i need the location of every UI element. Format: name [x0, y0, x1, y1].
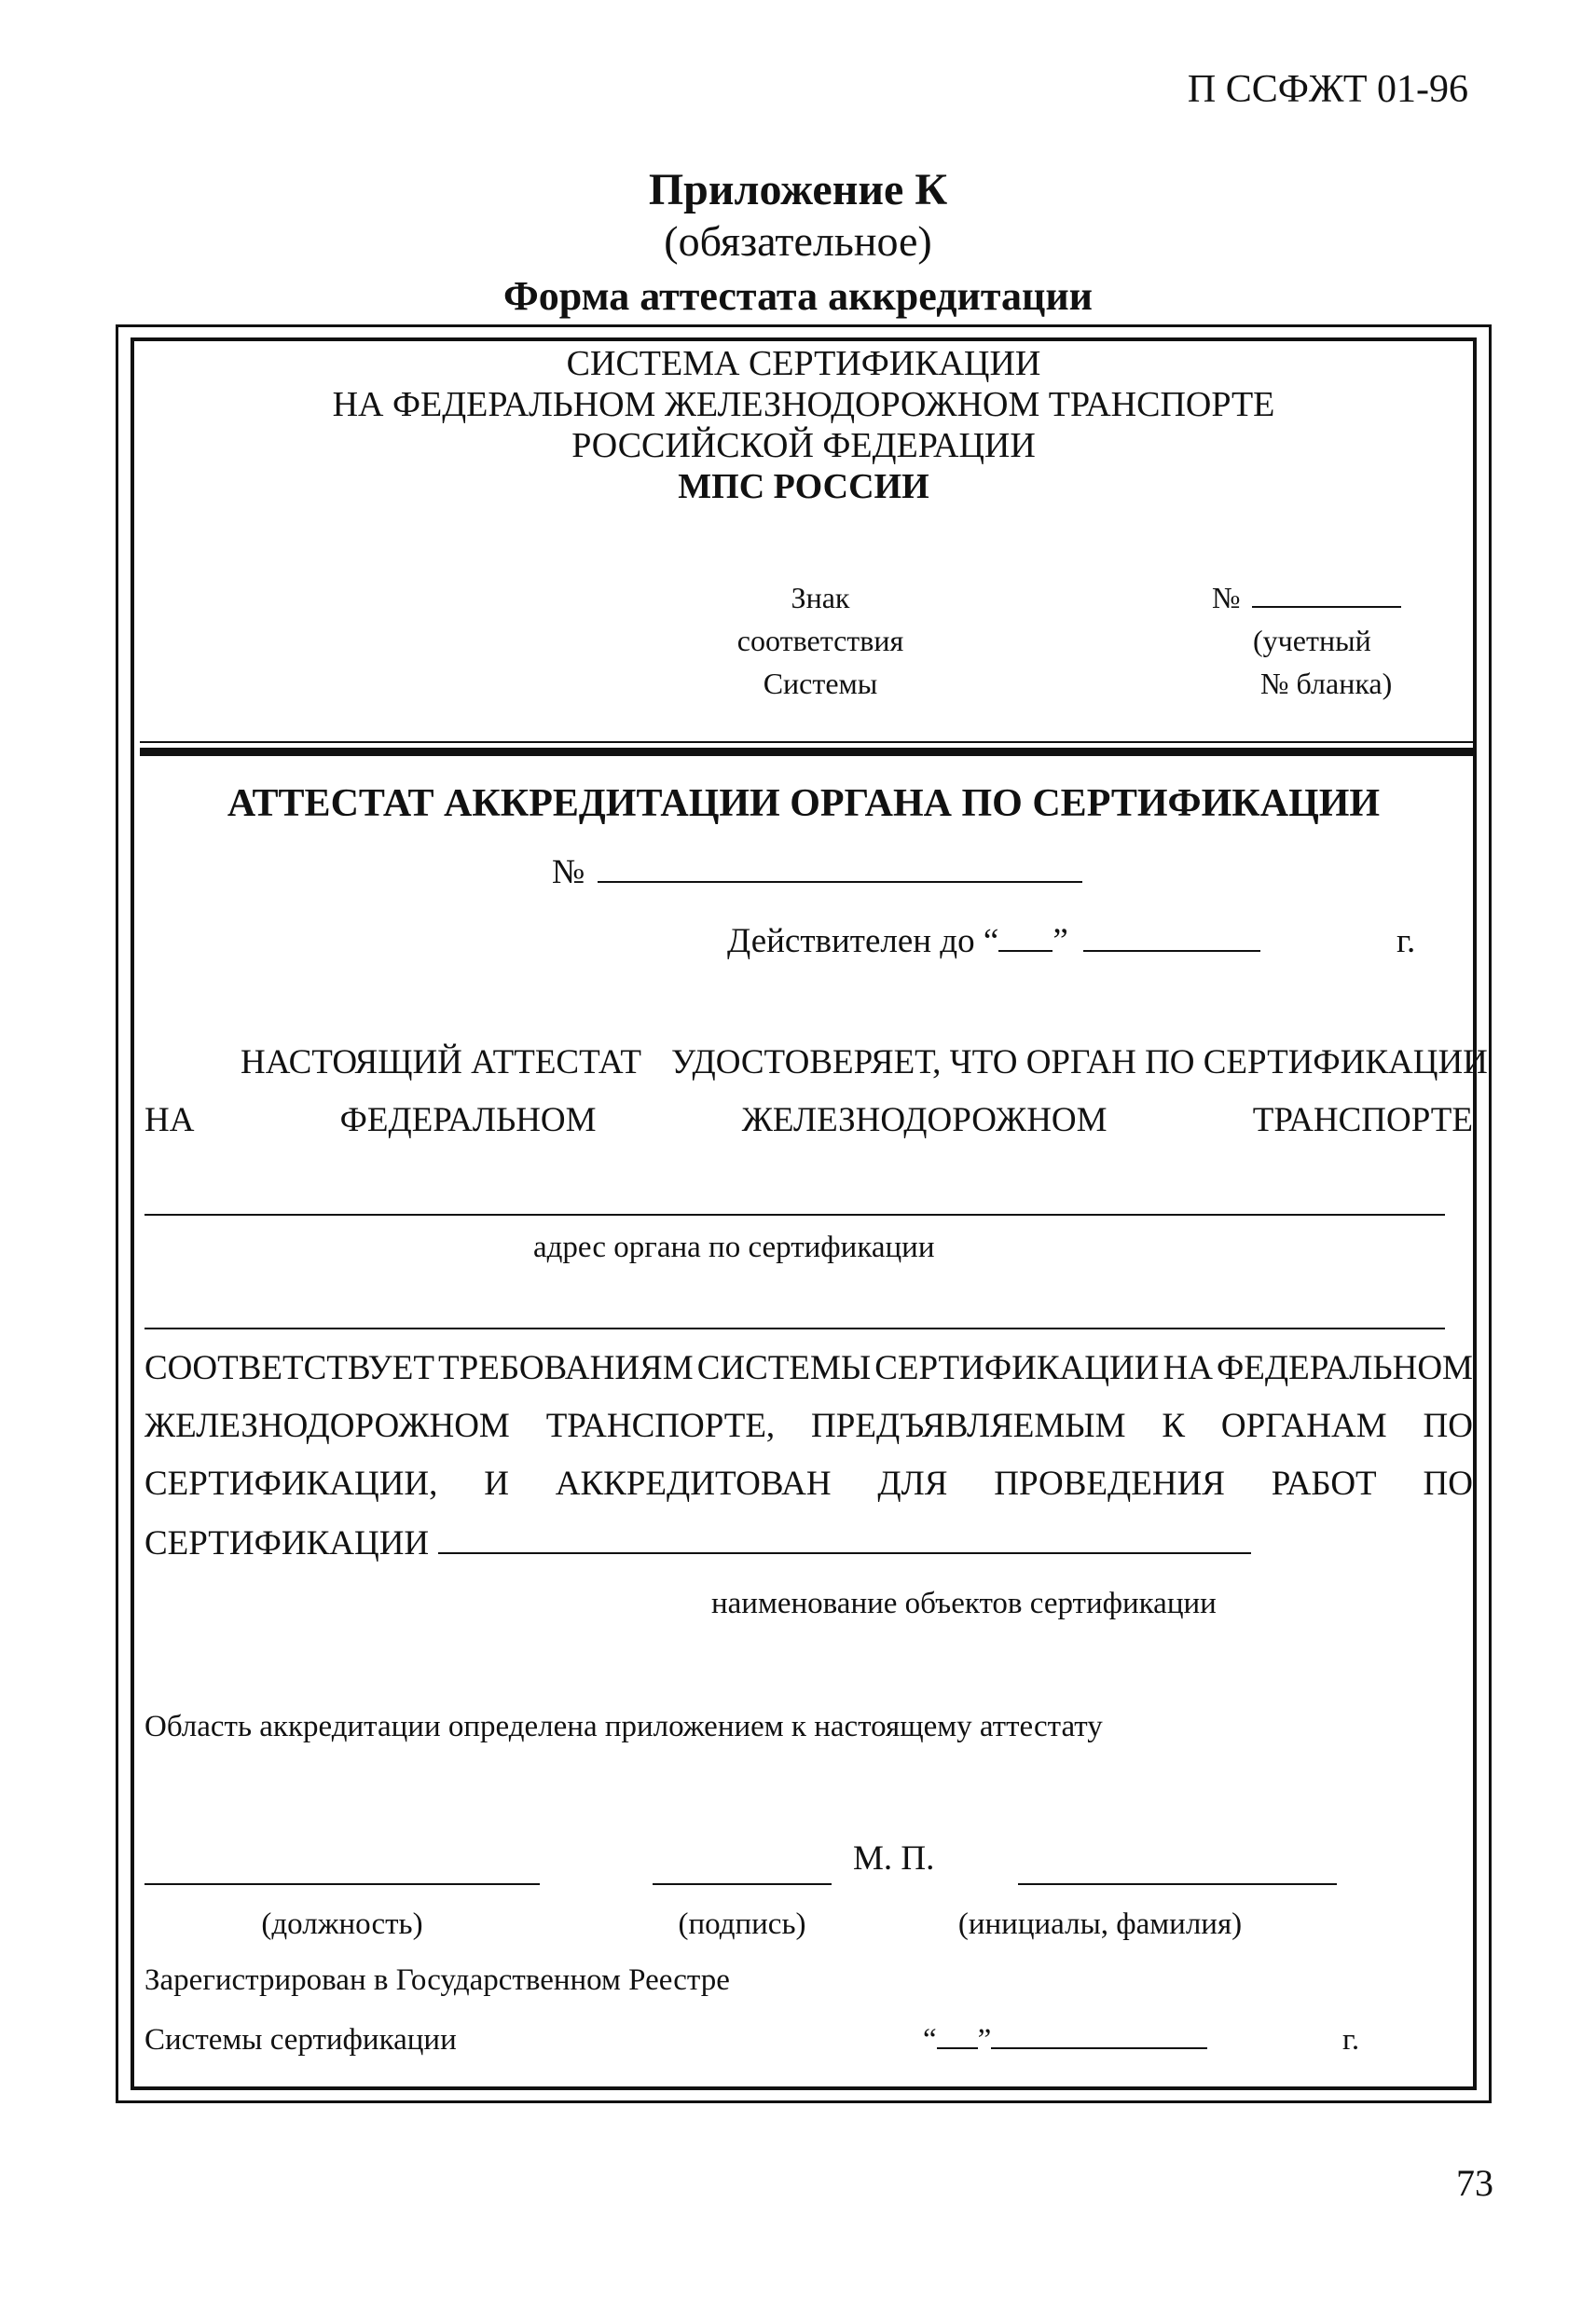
para2-word: ДЛЯ [877, 1465, 948, 1503]
stamp-place: М. П. [853, 1839, 935, 1878]
para2-word: ТРАНСПОРТЕ, [545, 1407, 776, 1445]
para2-word: ОРГАНАМ [1220, 1407, 1387, 1445]
valid-month-field[interactable] [1083, 950, 1260, 952]
address-caption: адрес органа по сертификации [533, 1231, 935, 1264]
para2-word: ПРОВЕДЕНИЯ [994, 1465, 1225, 1503]
scope-text: Область аккредитации определена приложением к настоящему аттестату [144, 1710, 1103, 1743]
para2-word: ФЕДЕРАЛЬНОМ [1217, 1349, 1473, 1387]
para2-line2 [144, 1406, 1473, 1446]
para2-word: И [484, 1465, 509, 1503]
para2-word: НА [1163, 1349, 1213, 1387]
certificate-number-sign: № [552, 853, 585, 891]
registry-date [923, 2023, 1207, 2058]
divider-thin [140, 741, 1473, 743]
blank-number-caption2: № бланка) [1260, 667, 1393, 700]
address-field-line2[interactable] [144, 1328, 1445, 1329]
para2-word: СЕРТИФИКАЦИИ [874, 1349, 1160, 1387]
para2-line4 [144, 1523, 1251, 1563]
form-title: Форма аттестата аккредитации [502, 273, 1094, 319]
conformity-mark-caption [690, 576, 951, 705]
mark-line1: Знак [791, 581, 850, 614]
name-caption: (инициалы, фамилия) [957, 1907, 1243, 1941]
valid-until-row [727, 921, 1260, 961]
signature-caption: (подпись) [678, 1907, 806, 1941]
para2-word: ЖЕЛЕЗНОДОРОЖНОМ [144, 1407, 510, 1445]
address-field-line[interactable] [144, 1214, 1445, 1216]
registry-quote-close: ” [977, 2023, 992, 2057]
registry-year-suffix: г. [1342, 2023, 1360, 2057]
para2-word: ТРЕБОВАНИЯМ [438, 1349, 694, 1387]
divider-thick [140, 748, 1473, 756]
system-name-line1: СИСТЕМА СЕРТИФИКАЦИИ [566, 344, 1041, 383]
document-code: П ССФЖТ 01-96 [1187, 68, 1468, 111]
certificate-number-row [552, 852, 1082, 892]
registry-line1: Зарегистрирован в Государственном Реестре [144, 1963, 730, 1997]
blank-number-field[interactable] [1252, 606, 1401, 608]
registry-month-field[interactable] [991, 2047, 1207, 2049]
para1-word: ФЕДЕРАЛЬНОМ [339, 1101, 597, 1139]
para2-word: СИСТЕМЫ [696, 1349, 872, 1387]
registry-quote-open: “ [923, 2023, 937, 2057]
appendix-title: Приложение К [648, 165, 948, 214]
para2-word: СООТВЕТСТВУЕТ [144, 1349, 434, 1387]
para1-line2 [144, 1100, 1473, 1140]
page-number: 73 [1456, 2162, 1493, 2204]
system-name-line3: РОССИЙСКОЙ ФЕДЕРАЦИИ [571, 426, 1036, 465]
para1-word: ТРАНСПОРТЕ [1252, 1101, 1473, 1139]
objects-caption: наименование объектов сертификации [711, 1587, 1217, 1620]
valid-year-suffix: г. [1396, 922, 1416, 960]
para1-word: НА [144, 1101, 195, 1139]
registry-day-field[interactable] [937, 2047, 978, 2049]
para2-line3 [144, 1464, 1473, 1504]
para2-word: АККРЕДИТОВАН [555, 1465, 832, 1503]
blank-number-caption1: (учетный [1253, 624, 1371, 657]
para2-word: ПРЕДЪЯВЛЯЕМЫМ [811, 1407, 1126, 1445]
para2-word: СЕРТИФИКАЦИИ, [144, 1465, 438, 1503]
appendix-status: (обязательное) [664, 217, 932, 265]
valid-quote-close: ” [1053, 922, 1068, 960]
position-caption: (должность) [261, 1907, 423, 1941]
para1-line1-a: НАСТОЯЩИЙ АТТЕСТАТ [241, 1043, 641, 1081]
valid-until-label: Действителен до “ [727, 922, 999, 960]
blank-number-block [1212, 576, 1401, 705]
para2-word: РАБОТ [1271, 1465, 1377, 1503]
certificate-title: АТТЕСТАТ АККРЕДИТАЦИИ ОРГАНА ПО СЕРТИФИКАЦИИ [227, 782, 1381, 825]
mark-line2: соответствия [736, 624, 904, 657]
para2-last-word: СЕРТИФИКАЦИИ [144, 1524, 430, 1563]
signature-field[interactable] [653, 1883, 832, 1885]
valid-day-field[interactable] [998, 950, 1053, 952]
ministry-name: МПС РОССИИ [678, 467, 929, 506]
objects-field[interactable] [438, 1552, 1251, 1554]
mark-line3: Системы [763, 667, 878, 700]
system-name-line2: НА ФЕДЕРАЛЬНОМ ЖЕЛЕЗНОДОРОЖНОМ ТРАНСПОРТЕ [332, 385, 1275, 424]
registry-line2: Системы сертификации [144, 2023, 457, 2057]
para1-line1-b: УДОСТОВЕРЯЕТ, ЧТО ОРГАН ПО СЕРТИФИКАЦИИ [671, 1043, 1488, 1081]
para1-word: ЖЕЛЕЗНОДОРОЖНОМ [741, 1101, 1108, 1139]
para2-word: К [1162, 1407, 1186, 1445]
blank-number-sign: № [1212, 581, 1241, 614]
position-field[interactable] [144, 1883, 540, 1885]
name-field[interactable] [1018, 1883, 1337, 1885]
para2-word: ПО [1423, 1465, 1473, 1503]
para2-line1 [144, 1348, 1473, 1388]
certificate-number-field[interactable] [598, 881, 1082, 883]
para2-word: ПО [1423, 1407, 1473, 1445]
